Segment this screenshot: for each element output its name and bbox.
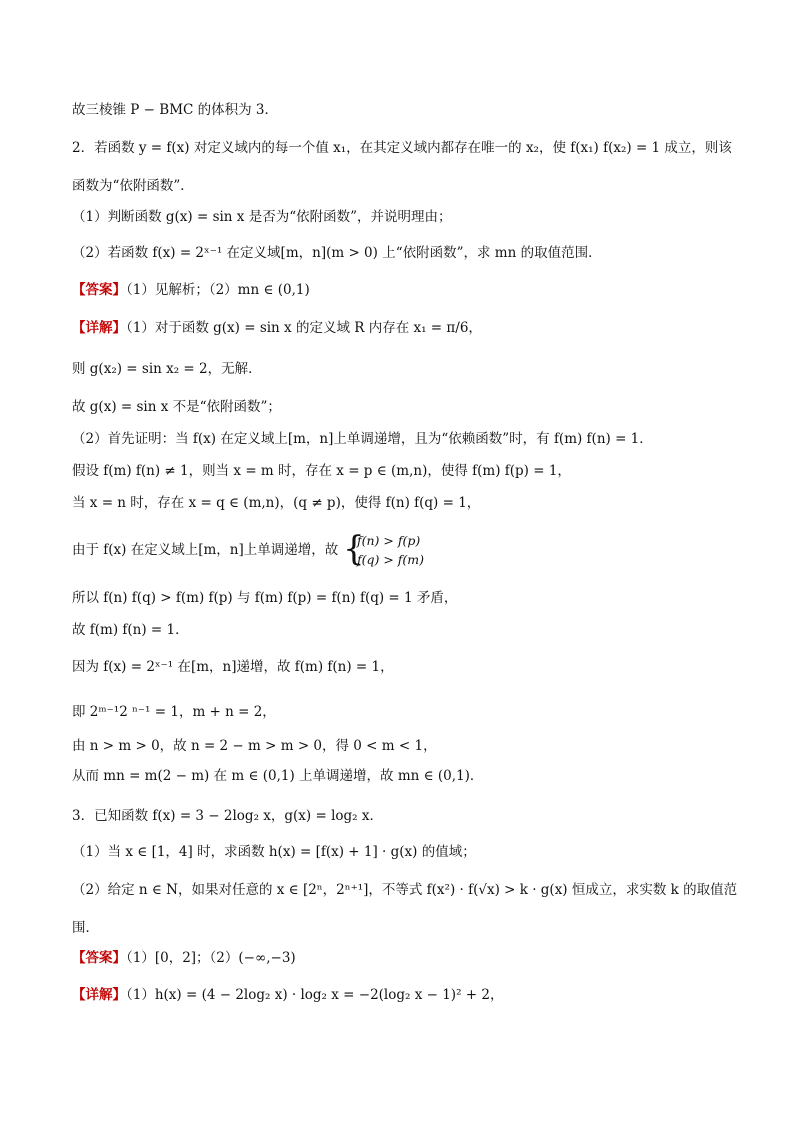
answer-tag: 【答案】 [72,950,126,966]
text-line: 则 g(x₂) = sin x₂ = 2，无解． [72,361,262,377]
problem-3-part-1: （1）当 x ∈ [1，4] 时，求函数 h(x) = [f(x) + 1] · g(x) 的值域； [72,844,476,860]
text-line: 所以 f(n) f(q) > f(m) f(p) 与 f(m) f(p) = f(n) f(q) = 1 矛盾， [72,590,458,606]
text-line: 故 g(x) = sin x 不是“依附函数”； [72,399,281,415]
answer-text: （1）见解析；（2）mn ∈ (0,1) [126,282,310,298]
problem-2-statement: 2．若函数 y = f(x) 对定义域内的每一个值 x₁，在其定义域内都存在唯一的 x₂，使 f(x₁) f(x₂) = 1 成立，则该 [72,140,732,156]
text-line: 假设 f(m) f(n) ≠ 1，则当 x = m 时，存在 x = p ∈ (m,n)，使得 f(m) f(p) = 1， [72,463,571,479]
text-line: 由 n > m > 0，故 n = 2 − m > m > 0，得 0 < m < 1， [72,738,437,754]
problem-3-part-2: （2）给定 n ∈ N，如果对任意的 x ∈ [2ⁿ，2ⁿ⁺¹]，不等式 f(x²) · f(√x) > k · g(x) 恒成立，求实数 k 的取值范 [72,882,738,898]
text-line: 即 2ᵐ⁻¹2 ⁿ⁻¹ = 1，m + n = 2， [72,704,276,720]
problem-2-part-1: （1）判断函数 g(x) = sin x 是否为“依附函数”，并说明理由； [72,209,452,225]
brace-symbol: { [343,529,365,569]
solution-text: （1）对于函数 g(x) = sin x 的定义域 R 内存在 x₁ = π/6， [126,320,482,336]
inequality-system [343,530,443,570]
solution-text: （1）h(x) = (4 − 2log₂ x) · log₂ x = −2(log₂ x − 1)² + 2， [126,987,504,1003]
solution-tag: 【详解】 [72,320,126,336]
problem-2-part-2: （2）若函数 f(x) = 2ˣ⁻¹ 在定义域[m，n](m > 0) 上“依附函数”，求 mn 的取值范围． [72,245,602,261]
text-line: 由于 f(x) 在定义域上[m，n]上单调递增，故 [72,542,339,558]
text-line: （2）首先证明：当 f(x) 在定义域上[m，n]上单调递增，且为“依赖函数”时，有 f(m) f(n) = 1． [72,431,653,447]
answer-line [72,280,310,300]
text-line: 故 f(m) f(n) = 1． [72,622,189,638]
text-line: 围． [72,920,99,936]
inequality-2: f(q) > f(m) [357,552,425,567]
text-line: 因为 f(x) = 2ˣ⁻¹ 在[m，n]递增，故 f(m) f(n) = 1， [72,659,394,675]
text-line: 当 x = n 时，存在 x = q ∈ (m,n)，(q ≠ p)，使得 f(n) f(q) = 1， [72,495,481,511]
text-line: 从而 mn = m(2 − m) 在 m ∈ (0,1) 上单调递增，故 mn ∈ (0,1)． [72,768,484,784]
solution-line [72,985,503,1005]
text-line: 故三棱锥 P − BMC 的体积为 3． [72,102,279,118]
problem-3-statement: 3．已知函数 f(x) = 3 − 2log₂ x，g(x) = log₂ x． [72,808,383,824]
solution-line [72,318,482,338]
text-line: 函数为“依附函数”． [72,178,194,194]
answer-text: （1）[0，2]；（2）(−∞,−3) [126,950,296,966]
answer-tag: 【答案】 [72,282,126,298]
solution-tag: 【详解】 [72,987,126,1003]
answer-line [72,948,296,968]
inequality-1: f(n) > f(p) [357,533,421,548]
